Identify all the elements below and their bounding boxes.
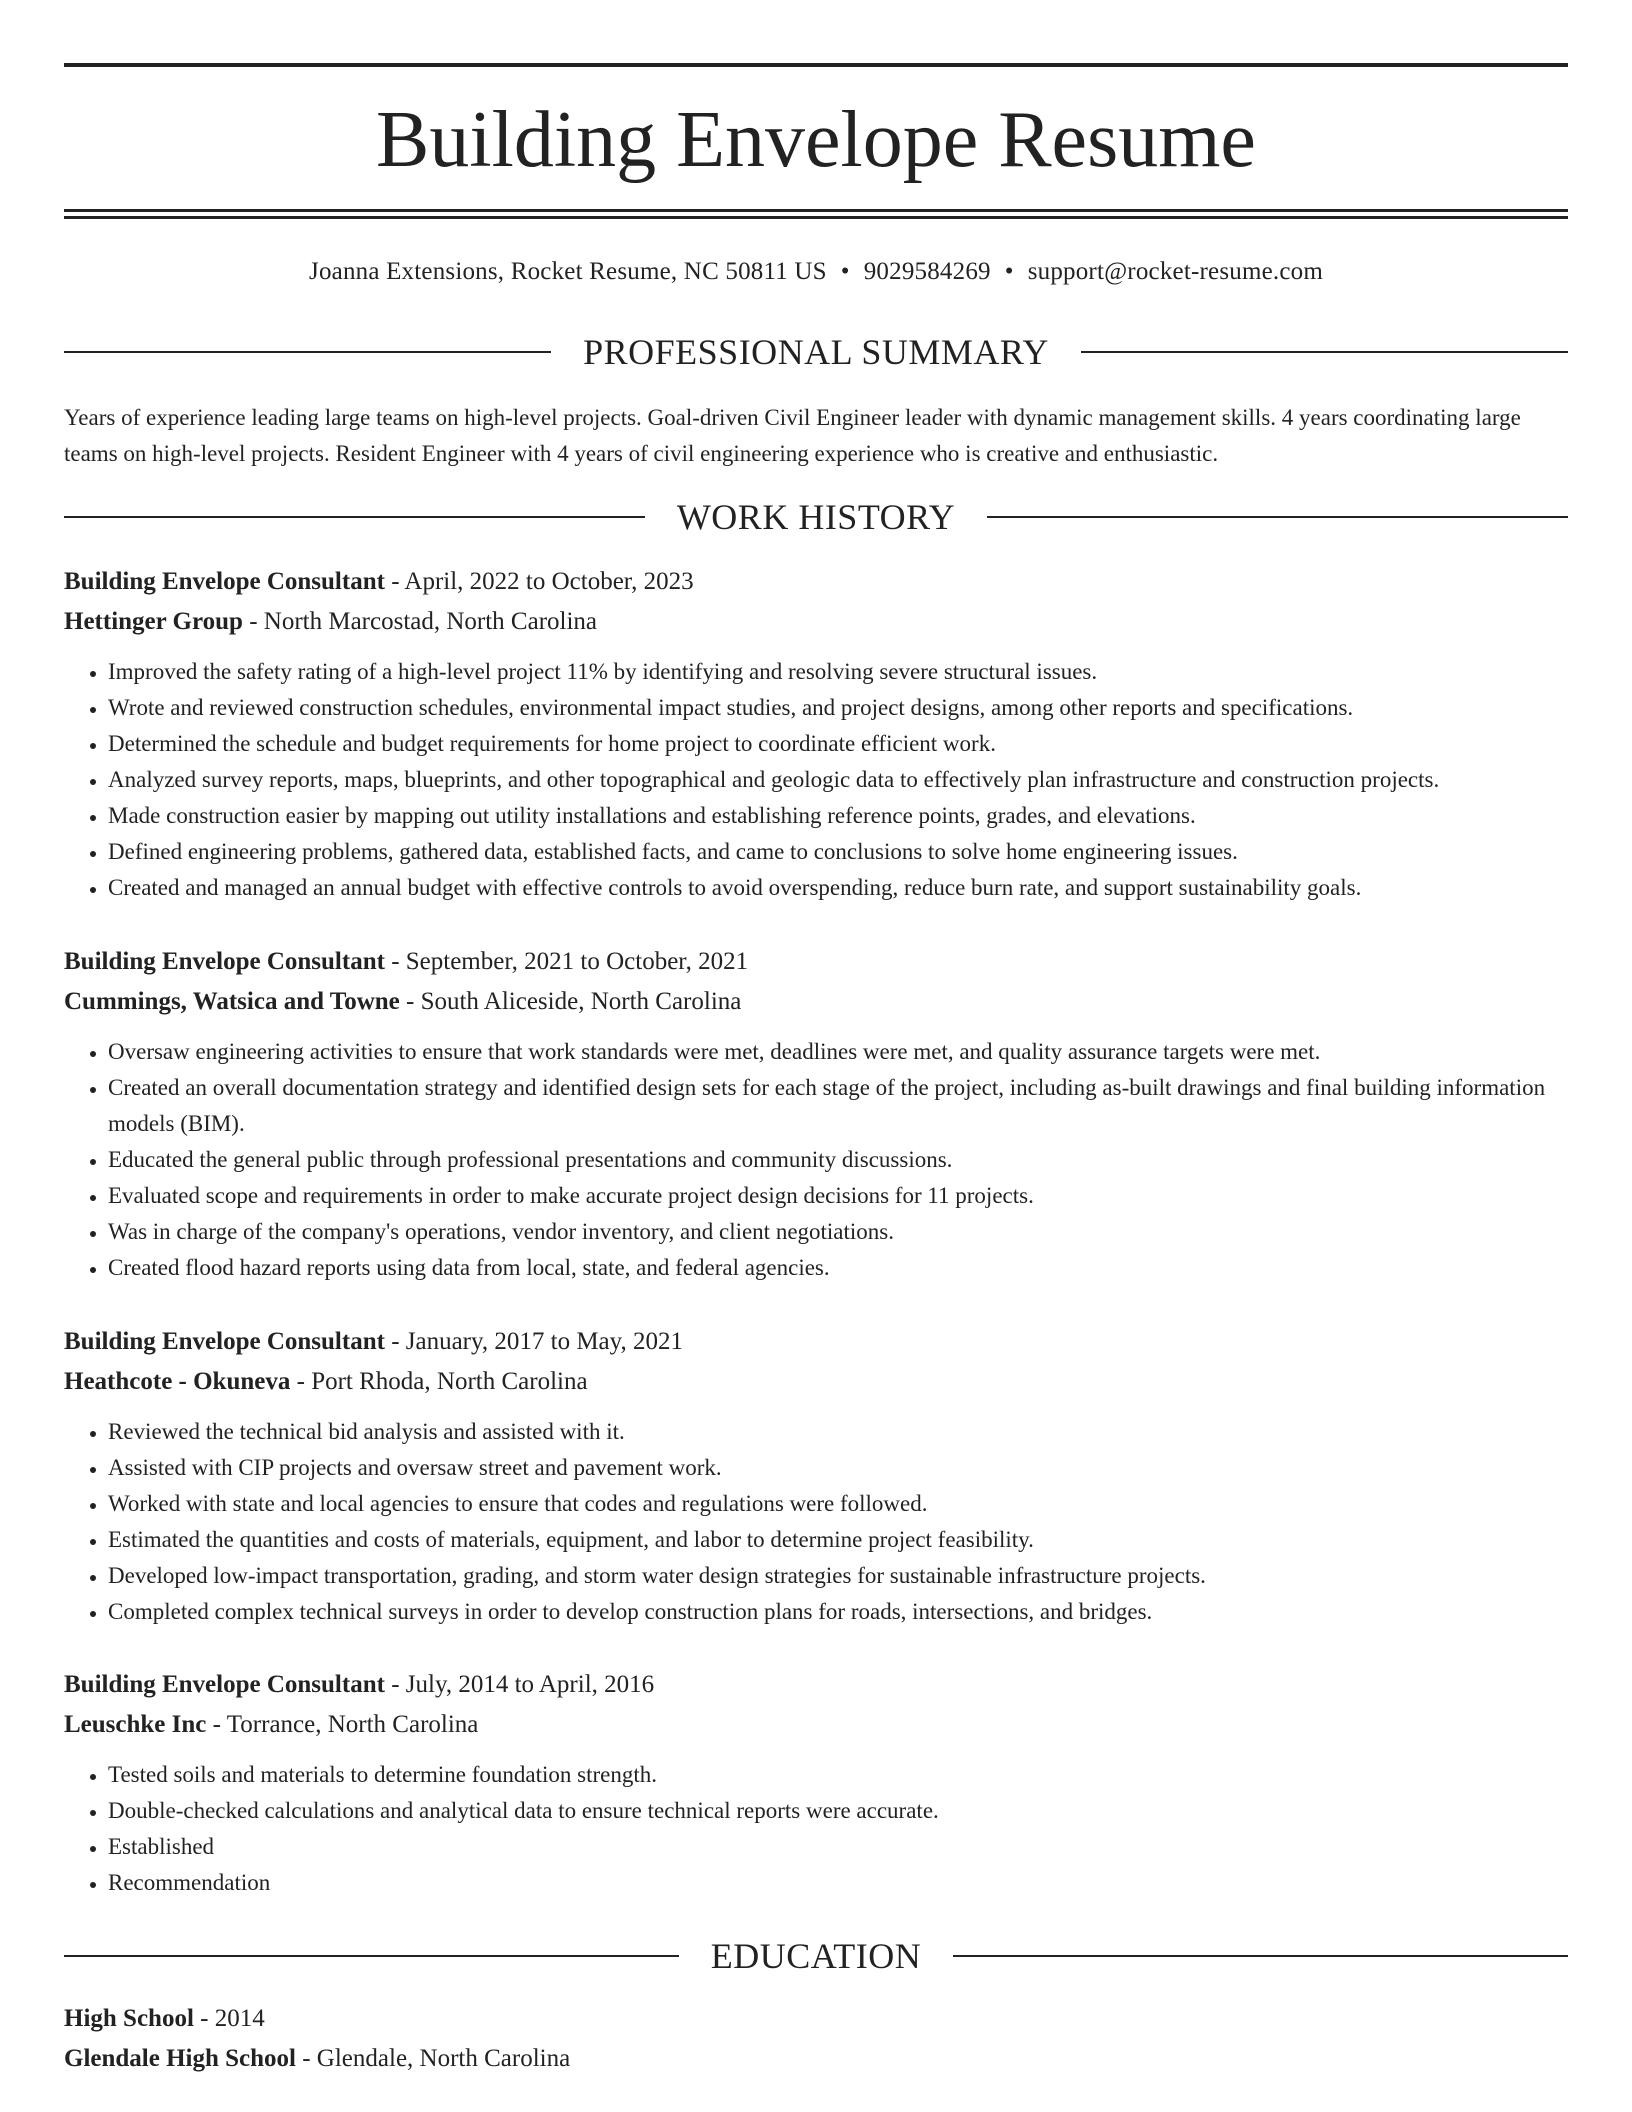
education-school-row <box>64 2039 1568 2079</box>
job-bullets <box>64 1757 1568 1901</box>
divider-line <box>64 1955 679 1957</box>
education-degree-row <box>64 1999 1568 2039</box>
job-title-row <box>64 1322 1568 1362</box>
list-item: • Wrote and reviewed construction schedules, environmental impact studies, and project designs, among other reports and specifications. <box>108 690 1568 726</box>
job-dates: - April, 2022 to October, 2023 <box>384 568 694 595</box>
list-item: • Was in charge of the company's operations, vendor inventory, and client negotiations. <box>108 1214 1568 1250</box>
job-bullets <box>64 1414 1568 1630</box>
job-company: Heathcote - Okuneva <box>64 1368 291 1395</box>
list-item: • Created flood hazard reports using data from local, state, and federal agencies. <box>108 1250 1568 1286</box>
contact-separator: • <box>1004 258 1014 285</box>
divider-line <box>987 516 1568 518</box>
education-entry <box>64 1999 1568 2079</box>
list-item: • Created an overall documentation strategy and identified design sets for each stage of the project, including as-built drawings and final building information models (BIM). <box>108 1070 1568 1142</box>
job-company-row <box>64 1362 1568 1402</box>
list-item: • Worked with state and local agencies to ensure that codes and regulations were followed. <box>108 1486 1568 1522</box>
contact-phone: 9029584269 <box>863 258 991 285</box>
list-item: • Analyzed survey reports, maps, blueprints, and other topographical and geologic data to effectively plan infrastructure and construction projects. <box>108 762 1568 798</box>
job-bullets <box>64 654 1568 906</box>
list-item: • Reviewed the technical bid analysis and assisted with it. <box>108 1414 1568 1450</box>
top-rule <box>64 63 1568 67</box>
job-location: - South Aliceside, North Carolina <box>399 988 742 1015</box>
job-bullets <box>64 1034 1568 1286</box>
job-title-row <box>64 942 1568 982</box>
job-entry <box>64 1322 1568 1630</box>
job-company-row <box>64 1705 1568 1745</box>
job-location: - North Marcostad, North Carolina <box>242 608 598 635</box>
job-company-row <box>64 982 1568 1022</box>
job-location: - Torrance, North Carolina <box>206 1711 479 1738</box>
divider-line <box>953 1955 1568 1957</box>
list-item: • Oversaw engineering activities to ensure that work standards were met, deadlines were met, and quality assurance targets were met. <box>108 1034 1568 1070</box>
section-title: EDUCATION <box>710 1936 922 1976</box>
list-item: • Double-checked calculations and analytical data to ensure technical reports were accurate. <box>108 1793 1568 1829</box>
job-entry <box>64 942 1568 1286</box>
contact-email: support@rocket-resume.com <box>1027 258 1323 285</box>
job-title: Building Envelope Consultant <box>64 1328 385 1355</box>
job-title: Building Envelope Consultant <box>64 568 385 595</box>
list-item: • Created and managed an annual budget with effective controls to avoid overspending, reduce burn rate, and support sustainability goals. <box>108 870 1568 906</box>
list-item: • Assisted with CIP projects and oversaw street and pavement work. <box>108 1450 1568 1486</box>
list-item: • Determined the schedule and budget requirements for home project to coordinate efficient work. <box>108 726 1568 762</box>
section-title: WORK HISTORY <box>676 497 956 537</box>
section-title: PROFESSIONAL SUMMARY <box>583 332 1049 372</box>
job-title: Building Envelope Consultant <box>64 948 385 975</box>
list-item: • Recommendation <box>108 1865 1568 1901</box>
job-company: Leuschke Inc <box>64 1711 207 1738</box>
divider-line <box>64 516 645 518</box>
list-item: • Educated the general public through professional presentations and community discussions. <box>108 1142 1568 1178</box>
education-degree: High School <box>64 2005 194 2032</box>
job-company: Hettinger Group <box>64 608 243 635</box>
job-company: Cummings, Watsica and Towne <box>64 988 400 1015</box>
job-dates: - September, 2021 to October, 2021 <box>384 948 749 975</box>
contact-address: Joanna Extensions, Rocket Resume, NC 50811 US <box>309 258 827 285</box>
divider-line <box>64 351 551 353</box>
job-title-row <box>64 562 1568 602</box>
summary-text: Years of experience leading large teams on high-level projects. Goal-driven Civil Engineer leader with dynamic management skills. 4 years coordinating large teams on high-level projects. Resident Engineer with 4 years of civil engineering experience who is creative and enthusiastic. <box>64 405 1521 466</box>
resume-title: Building Envelope Resume <box>376 96 1256 184</box>
job-dates: - July, 2014 to April, 2016 <box>384 1671 655 1698</box>
job-entry <box>64 1665 1568 1901</box>
list-item: • Established <box>108 1829 1568 1865</box>
section-header-education <box>64 1934 1568 1978</box>
job-title: Building Envelope Consultant <box>64 1671 385 1698</box>
contact-line <box>64 255 1568 289</box>
job-title-row <box>64 1665 1568 1705</box>
list-item: • Completed complex technical surveys in order to develop construction plans for roads, intersections, and bridges. <box>108 1594 1568 1630</box>
section-header-work <box>64 495 1568 539</box>
job-company-row <box>64 602 1568 642</box>
education-school: Glendale High School <box>64 2045 296 2072</box>
education-year: - 2014 <box>193 2005 265 2032</box>
list-item: • Made construction easier by mapping out utility installations and establishing reference points, grades, and elevations. <box>108 798 1568 834</box>
list-item: • Improved the safety rating of a high-level project 11% by identifying and resolving severe structural issues. <box>108 654 1568 690</box>
list-item: • Evaluated scope and requirements in order to make accurate project design decisions for 11 projects. <box>108 1178 1568 1214</box>
job-location: - Port Rhoda, North Carolina <box>290 1368 588 1395</box>
job-entry <box>64 562 1568 906</box>
list-item: • Developed low-impact transportation, grading, and storm water design strategies for sustainable infrastructure projects. <box>108 1558 1568 1594</box>
education-location: - Glendale, North Carolina <box>295 2045 571 2072</box>
section-header-summary <box>64 330 1568 374</box>
job-dates: - January, 2017 to May, 2021 <box>384 1328 684 1355</box>
list-item: • Tested soils and materials to determine foundation strength. <box>108 1757 1568 1793</box>
list-item: • Defined engineering problems, gathered data, established facts, and came to conclusions to solve home engineering issues. <box>108 834 1568 870</box>
contact-separator: • <box>840 258 850 285</box>
title-double-rule <box>64 209 1568 219</box>
divider-line <box>1081 351 1568 353</box>
list-item: • Estimated the quantities and costs of materials, equipment, and labor to determine project feasibility. <box>108 1522 1568 1558</box>
